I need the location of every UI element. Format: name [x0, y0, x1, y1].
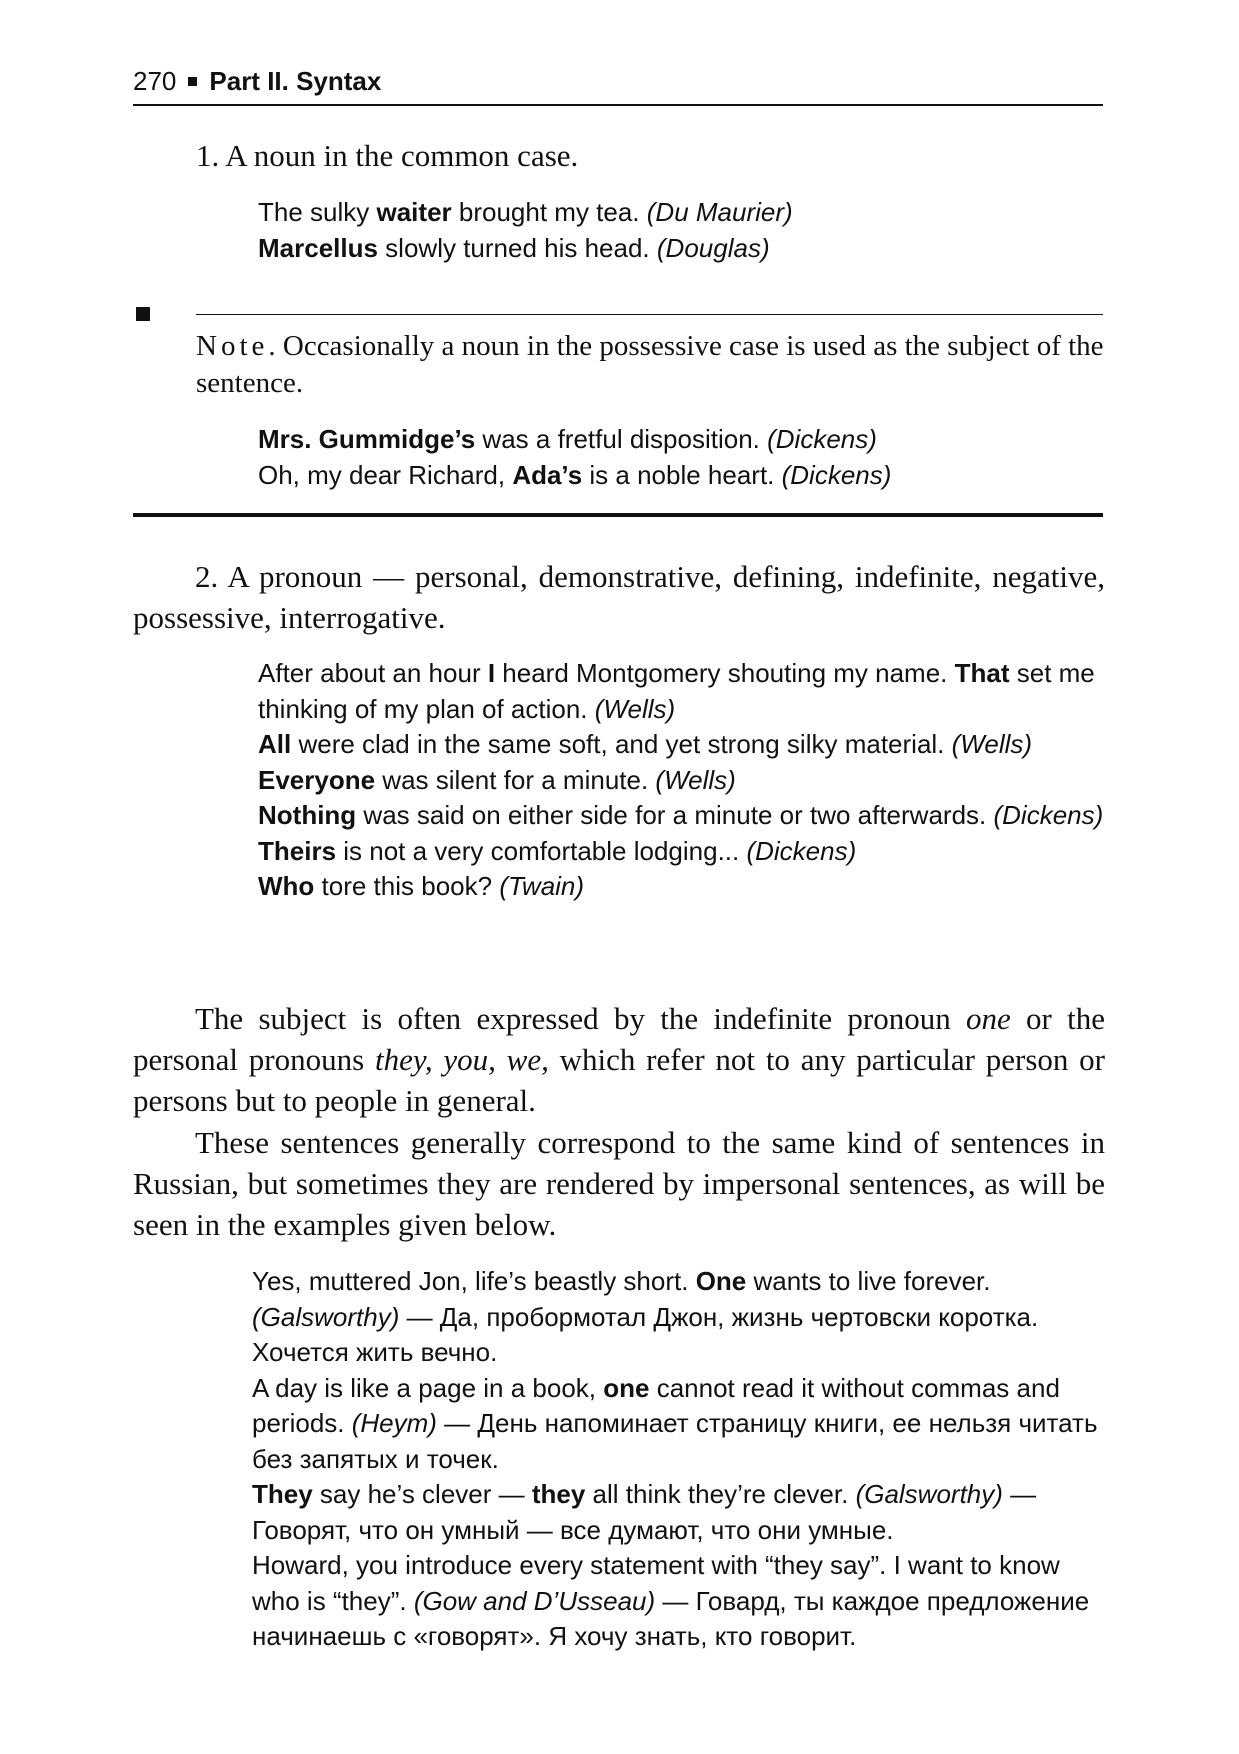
page-number: 270	[133, 66, 177, 96]
note-examples	[258, 422, 1103, 493]
translation-examples	[252, 1264, 1104, 1655]
note-label: Note	[196, 330, 269, 362]
example-line: Theirs is not a very comfortable lodging... (Dickens)	[258, 835, 857, 866]
example-line: Marcellus slowly turned his head. (Douglas)	[258, 232, 770, 263]
example-line: Nothing was said on either side for a minute or two afterwards. (Dickens)	[258, 800, 1104, 830]
example-line: After about an hour I heard Montgomery shouting my name. That set me thinking of my plan of action. (Wells)	[258, 658, 1095, 724]
note-top-rule	[196, 314, 1103, 315]
example-line: Mrs. Gummidge’s was a fretful disposition. (Dickens)	[258, 424, 877, 454]
part-title: Part II. Syntax	[209, 66, 382, 96]
note-bottom-rule	[133, 513, 1103, 517]
item2-heading: 2. A pronoun — personal, demonstrative, defining, indefinite, negative, possessive, interrogative.	[133, 559, 1105, 635]
item2-examples	[258, 656, 1106, 905]
example-line: A day is like a page in a book, one cannot read it without commas and periods. (Heym) — День напоминает страницу книги, ее нельзя читать без запятых и точек.	[252, 1372, 1098, 1474]
example-line: Oh, my dear Richard, Ada’s is a noble heart. (Dickens)	[258, 459, 892, 490]
body-paragraph-2: These sentences generally correspond to the same kind of sentences in Russian, but sometimes they are rendered by impersonal sentences, as will be seen in the examples given below.	[133, 1125, 1105, 1242]
running-header	[133, 66, 381, 97]
example-line: All were clad in the same soft, and yet strong silky material. (Wells)	[258, 729, 1033, 759]
item1-examples	[258, 195, 1103, 266]
example-line: The sulky waiter brought my tea. (Du Maurier)	[258, 197, 793, 227]
note-text: Note. Occasionally a noun in the possessive case is used as the subject of the sentence.	[196, 330, 1104, 399]
example-line: Howard, you introduce every statement with “they say”. I want to know who is “they”. (Gow and D’Usseau) — Говард, ты каждое предложение начинаешь с «говорят». Я хочу знать, кто говорит.	[252, 1550, 1090, 1651]
example-line: Everyone was silent for a minute. (Wells)	[258, 764, 736, 795]
item1-heading: 1. A noun in the common case.	[196, 138, 579, 173]
header-bullet	[188, 77, 197, 86]
header-rule	[133, 104, 1103, 106]
body-paragraph-1: The subject is often expressed by the indefinite pronoun one or the personal pronouns they, you, we, which refer not to any particular person or persons but to people in general.	[133, 1001, 1106, 1118]
example-line: Who tore this book? (Twain)	[258, 871, 585, 901]
example-line: They say he’s clever — they all think they’re clever. (Galsworthy) — Говорят, что он умный — все думают, что они умные.	[252, 1479, 1037, 1545]
example-line: Yes, muttered Jon, life’s beastly short. One wants to live forever. (Galsworthy) — Да, пробормотал Джон, жизнь чертовски коротка. Хочется жить вечно.	[252, 1266, 1039, 1367]
note-marker	[136, 307, 150, 321]
